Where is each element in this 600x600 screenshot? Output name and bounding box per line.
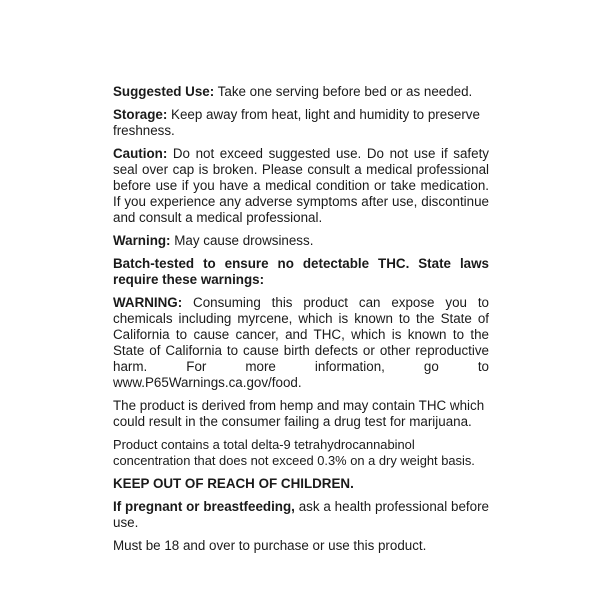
age-restriction-paragraph: Must be 18 and over to purchase or use this product. bbox=[113, 538, 427, 553]
warning-drowsiness-text: May cause drowsiness. bbox=[170, 233, 314, 248]
suggested-use-paragraph bbox=[113, 84, 489, 100]
storage-text: Keep away from heat, light and humidity to preserve freshness. bbox=[113, 107, 480, 138]
pregnancy-text: ask a health professional before use. bbox=[113, 499, 490, 530]
delta9-notice-paragraph: Product contains a total delta-9 tetrahydrocannabinol concentration that does not exceed 0.3% on a dry weight basis. bbox=[113, 437, 475, 468]
storage-paragraph bbox=[113, 107, 489, 139]
warning-drowsiness-paragraph bbox=[113, 233, 489, 249]
hemp-notice-paragraph: The product is derived from hemp and may contain THC which could result in the consumer failing a drug test for marijuana. bbox=[113, 398, 485, 429]
caution-text: Do not exceed suggested use. Do not use if safety seal over cap is broken. Please consult a medical professional before use if you have a medical condition or take medication. If you experience any adverse symptoms after use, discontinue and consult a medical professional. bbox=[113, 146, 489, 225]
suggested-use-text: Take one serving before bed or as needed. bbox=[214, 84, 473, 99]
caution-paragraph bbox=[113, 146, 489, 226]
batch-tested-paragraph: Batch-tested to ensure no detectable THC. State laws require these warnings: bbox=[113, 256, 489, 287]
pregnancy-paragraph bbox=[113, 499, 489, 531]
product-label-text bbox=[113, 84, 489, 561]
prop65-warning-paragraph bbox=[113, 295, 489, 391]
children-warning-paragraph: KEEP OUT OF REACH OF CHILDREN. bbox=[113, 476, 354, 491]
prop65-warning-heading: WARNING: bbox=[113, 295, 183, 310]
storage-heading: Storage: bbox=[113, 107, 168, 122]
warning-drowsiness-heading: Warning: bbox=[113, 233, 171, 248]
suggested-use-heading: Suggested Use: bbox=[113, 84, 215, 99]
prop65-warning-text: Consuming this product can expose you to chemicals including myrcene, which is known to the State of California to cause cancer, and THC, which is known to the State of California to cause birth defects or other reproductive harm. For more information, go to www.P65Warnings.ca.gov/food. bbox=[113, 295, 489, 390]
pregnancy-heading: If pregnant or breastfeeding, bbox=[113, 499, 295, 514]
caution-heading: Caution: bbox=[113, 146, 168, 161]
